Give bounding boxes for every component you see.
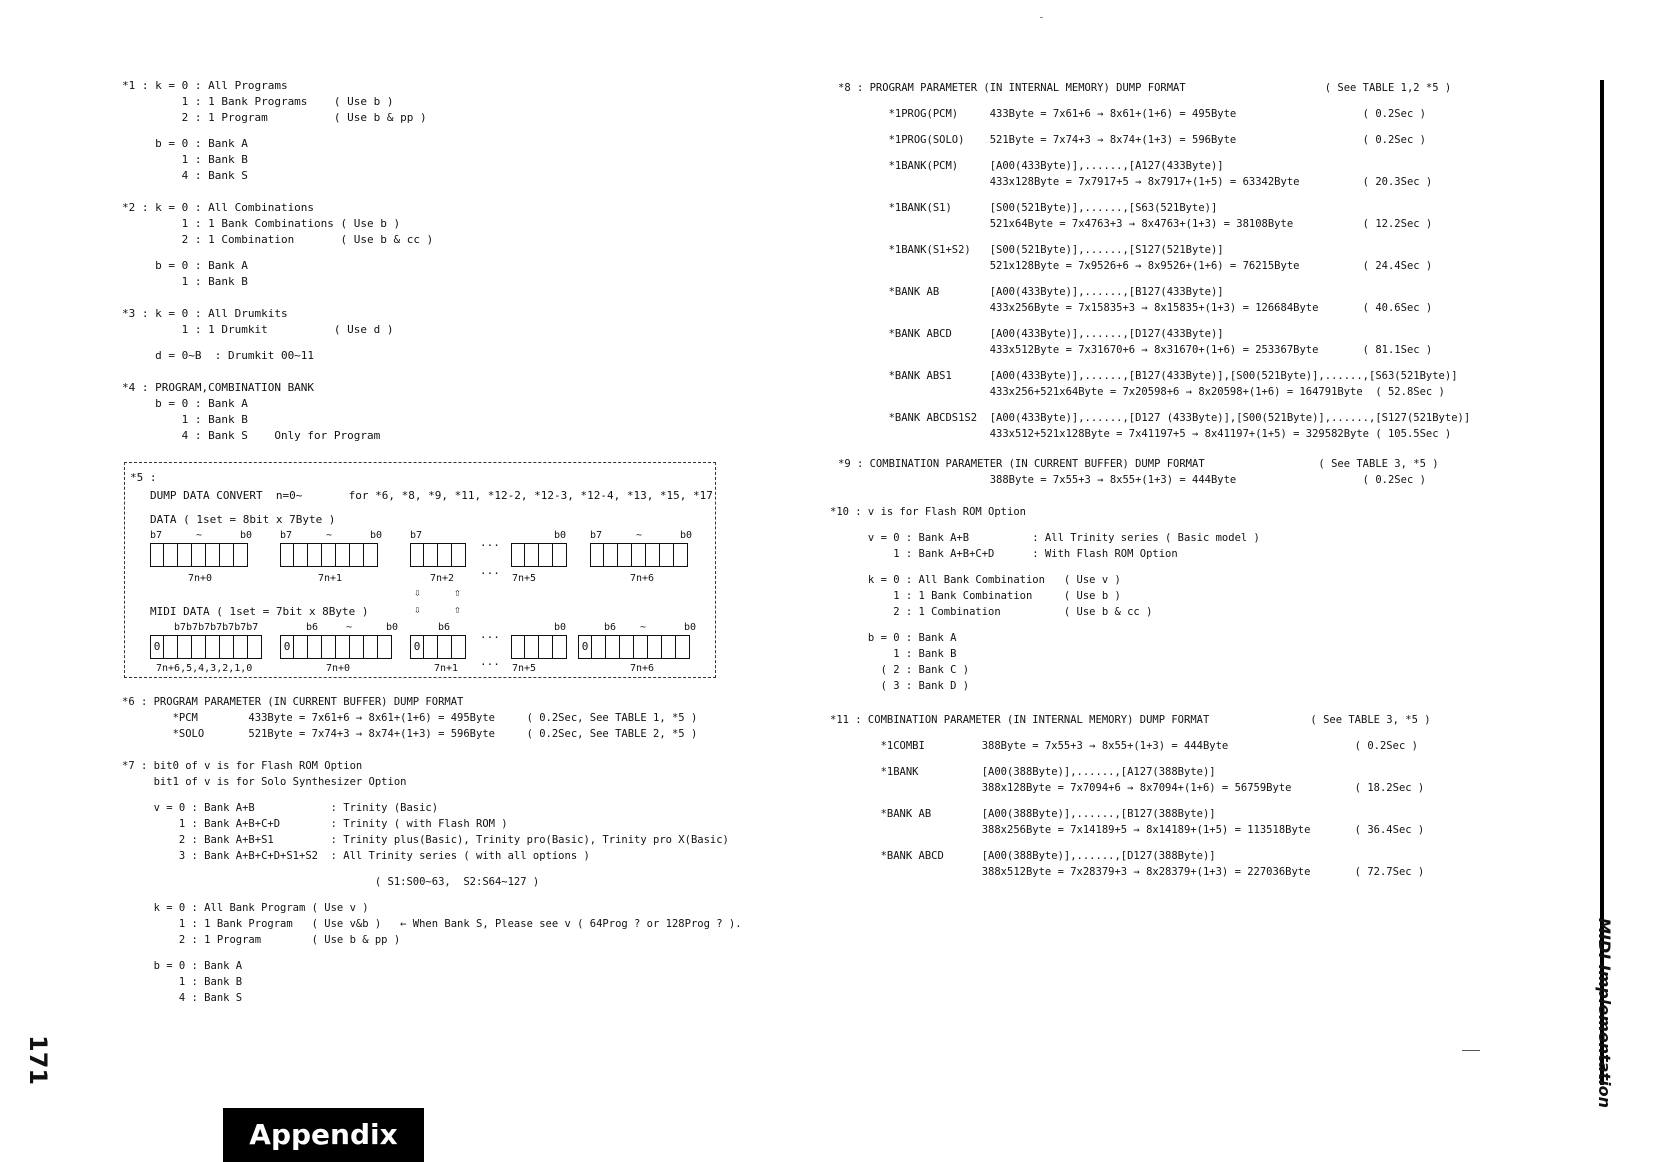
print-mark <box>1462 1050 1480 1051</box>
data-bit-label: b7 <box>280 530 293 541</box>
note-line: ( S1:S00~63, S2:S64~127 ) <box>122 876 540 888</box>
note-line: *BANK ABCD [A00(388Byte)],......,[D127(388Byte)] <box>830 850 1216 862</box>
note-line: *1PROG(SOLO) 521Byte = 7x74+3 → 8x74+(1+3) = 596Byte ( 0.2Sec ) <box>838 134 1426 146</box>
midi-byte-label: 7n+6,5,4,3,2,1,0 <box>156 663 253 674</box>
note-line: b = 0 : Bank A <box>122 397 248 410</box>
note-line: *PCM 433Byte = 7x61+6 → 8x61+(1+6) = 495Byte ( 0.2Sec, See TABLE 1, *5 ) <box>122 712 698 724</box>
note-line: k = 0 : All Bank Program ( Use v ) <box>122 902 369 914</box>
data-byte-label: 7n+5 <box>512 573 537 584</box>
arrow-up-icon: ⇧ <box>454 603 461 616</box>
note-heading: *4 : PROGRAM,COMBINATION BANK <box>122 381 315 394</box>
midi-bit-label: b7b7b7b7b7b7b7 <box>174 622 259 633</box>
data-bit-label: b7 <box>590 530 603 541</box>
data-byte-cells <box>511 543 567 567</box>
data-byte-label: 7n+6 <box>630 573 655 584</box>
midi-byte-cells <box>511 635 567 659</box>
midi-byte-label: 7n+0 <box>326 663 351 674</box>
ellipsis: ... <box>480 564 500 577</box>
zero-bit: 0 <box>150 635 164 659</box>
midi-byte-label: 7n+6 <box>630 663 655 674</box>
data-byte-cells <box>590 543 688 567</box>
note-line: ( 3 : Bank D ) <box>830 680 970 692</box>
note-line: 4 : Bank S <box>122 992 243 1004</box>
note-line: 1 : Bank A+B+C+D : Trinity ( with Flash ROM ) <box>122 818 508 830</box>
midi-bit-label: b6 <box>438 622 451 633</box>
data-bit-label: b0 <box>680 530 693 541</box>
appendix-tab: Appendix <box>223 1108 424 1162</box>
zero-bit: 0 <box>280 635 294 659</box>
note-line: *BANK AB [A00(388Byte)],......,[B127(388Byte)] <box>830 808 1216 820</box>
data-byte-cells <box>410 543 466 567</box>
note-line: 521x128Byte = 7x9526+6 → 8x9526+(1+6) = 76215Byte ( 24.4Sec ) <box>838 260 1433 272</box>
midi-byte-label: 7n+5 <box>512 663 537 674</box>
note-line: 1 : Bank B <box>122 976 243 988</box>
note-heading: *11 : COMBINATION PARAMETER (IN INTERNAL MEMORY) DUMP FORMAT ( See TABLE 3, *5 ) <box>830 714 1431 726</box>
data-bit-label: b0 <box>240 530 253 541</box>
note-heading: *7 : bit0 of v is for Flash ROM Option <box>122 760 363 772</box>
note-line: 433x128Byte = 7x7917+5 → 8x7917+(1+5) = 63342Byte ( 20.3Sec ) <box>838 176 1433 188</box>
note-line: *1COMBI 388Byte = 7x55+3 → 8x55+(1+3) = 444Byte ( 0.2Sec ) <box>830 740 1418 752</box>
midi-byte-cells <box>410 635 466 659</box>
note-heading: *6 : PROGRAM PARAMETER (IN CURRENT BUFFER) DUMP FORMAT <box>122 696 464 708</box>
data-bit-label: ~ <box>636 530 643 541</box>
note-line: d = 0~B : Drumkit 00~11 <box>122 349 315 362</box>
note-line: v = 0 : Bank A+B : Trinity (Basic) <box>122 802 439 814</box>
note-line: b = 0 : Bank A <box>122 960 243 972</box>
data-byte-label: 7n+1 <box>318 573 343 584</box>
midi-bit-label: b6 <box>604 622 617 633</box>
note-line: 1 : 1 Drumkit ( Use d ) <box>122 323 394 336</box>
note-line: 433x256Byte = 7x15835+3 → 8x15835+(1+3) = 126684Byte ( 40.6Sec ) <box>838 302 1433 314</box>
note-line: 521x64Byte = 7x4763+3 → 8x4763+(1+3) = 38108Byte ( 12.2Sec ) <box>838 218 1433 230</box>
note-5-convert: DUMP DATA CONVERT n=0~ for *6, *8, *9, *11, *12-2, *12-3, *12-4, *13, *15, *17 <box>150 489 713 502</box>
note-heading: *8 : PROGRAM PARAMETER (IN INTERNAL MEMORY) DUMP FORMAT ( See TABLE 1,2 *5 ) <box>838 82 1452 94</box>
note-line: 1 : 1 Bank Program ( Use v&b ) ← When Bank S, Please see v ( 64Prog ? or 128Prog ? ). <box>122 918 742 930</box>
note-heading: *1 : k = 0 : All Programs <box>122 79 288 92</box>
note-heading: *3 : k = 0 : All Drumkits <box>122 307 288 320</box>
midi-bit-label: b0 <box>684 622 697 633</box>
note-line: 1 : Bank B <box>122 153 248 166</box>
note-line: b = 0 : Bank A <box>122 259 248 272</box>
note-line: *BANK AB [A00(433Byte)],......,[B127(433Byte)] <box>838 286 1224 298</box>
note-line: *BANK ABS1 [A00(433Byte)],......,[B127(433Byte)],[S00(521Byte)],......,[S63(521Byte)] <box>838 370 1458 382</box>
zero-bit: 0 <box>578 635 592 659</box>
note-line: 2 : 1 Program ( Use b & pp ) <box>122 934 401 946</box>
data-bit-label: ~ <box>326 530 333 541</box>
midi-bit-label: ~ <box>346 622 353 633</box>
note-line: 1 : Bank B <box>122 275 248 288</box>
arrow-up-icon: ⇧ <box>454 586 461 599</box>
note-5-title: *5 : <box>130 471 157 484</box>
data-byte-cells <box>150 543 248 567</box>
data-bit-label: b7 <box>150 530 163 541</box>
midi-bit-label: ~ <box>640 622 647 633</box>
midi-byte-cells <box>578 635 690 659</box>
note-line: *1BANK(S1+S2) [S00(521Byte)],......,[S127(521Byte)] <box>838 244 1224 256</box>
note-line: *1BANK [A00(388Byte)],......,[A127(388Byte)] <box>830 766 1216 778</box>
zero-bit: 0 <box>410 635 424 659</box>
note-line: 2 : 1 Combination ( Use b & cc ) <box>122 233 434 246</box>
data-byte-label: 7n+0 <box>188 573 213 584</box>
note-line: bit1 of v is for Solo Synthesizer Option <box>122 776 407 788</box>
note-line: 4 : Bank S <box>122 169 248 182</box>
note-line: 1 : Bank B <box>830 648 957 660</box>
note-line: 2 : 1 Combination ( Use b & cc ) <box>830 606 1153 618</box>
note-line: 1 : 1 Bank Combinations ( Use b ) <box>122 217 401 230</box>
note-heading: *10 : v is for Flash ROM Option <box>830 506 1026 518</box>
midi-bit-label: b0 <box>386 622 399 633</box>
note-line: *SOLO 521Byte = 7x74+3 → 8x74+(1+3) = 596Byte ( 0.2Sec, See TABLE 2, *5 ) <box>122 728 698 740</box>
note-heading: *2 : k = 0 : All Combinations <box>122 201 315 214</box>
note-line: k = 0 : All Bank Combination ( Use v ) <box>830 574 1121 586</box>
note-line: 1 : 1 Bank Combination ( Use b ) <box>830 590 1121 602</box>
arrow-down-icon: ⇩ <box>414 586 421 599</box>
note-line: *1BANK(PCM) [A00(433Byte)],......,[A127(433Byte)] <box>838 160 1224 172</box>
note-line: 433x256+521x64Byte = 7x20598+6 → 8x20598+(1+6) = 164791Byte ( 52.8Sec ) <box>838 386 1445 398</box>
data-bit-label: ~ <box>196 530 203 541</box>
ellipsis: ... <box>480 655 500 668</box>
print-mark <box>1040 17 1043 18</box>
note-line: 1 : Bank A+B+C+D : With Flash ROM Option <box>830 548 1178 560</box>
note-line: 3 : Bank A+B+C+D+S1+S2 : All Trinity series ( with all options ) <box>122 850 590 862</box>
ellipsis: ... <box>480 628 500 641</box>
note-line: 2 : Bank A+B+S1 : Trinity plus(Basic), Trinity pro(Basic), Trinity pro X(Basic) <box>122 834 729 846</box>
note-line: b = 0 : Bank A <box>122 137 248 150</box>
midi-byte-label: 7n+1 <box>434 663 459 674</box>
arrow-down-icon: ⇩ <box>414 603 421 616</box>
data-format-label: DATA ( 1set = 8bit x 7Byte ) <box>150 513 336 526</box>
midi-bit-label: b6 <box>306 622 319 633</box>
note-line: 1 : 1 Bank Programs ( Use b ) <box>122 95 394 108</box>
note-line: 388x128Byte = 7x7094+6 → 8x7094+(1+6) = 56759Byte ( 18.2Sec ) <box>830 782 1425 794</box>
note-line: *1PROG(PCM) 433Byte = 7x61+6 → 8x61+(1+6) = 495Byte ( 0.2Sec ) <box>838 108 1426 120</box>
note-line: *1BANK(S1) [S00(521Byte)],......,[S63(521Byte)] <box>838 202 1218 214</box>
midi-format-label: MIDI DATA ( 1set = 7bit x 8Byte ) <box>150 605 369 618</box>
note-line: 433x512+521x128Byte = 7x41197+5 → 8x41197+(1+5) = 329582Byte ( 105.5Sec ) <box>838 428 1452 440</box>
data-byte-label: 7n+2 <box>430 573 455 584</box>
note-line: 388Byte = 7x55+3 → 8x55+(1+3) = 444Byte ( 0.2Sec ) <box>838 474 1426 486</box>
note-line: 388x256Byte = 7x14189+5 → 8x14189+(1+5) = 113518Byte ( 36.4Sec ) <box>830 824 1425 836</box>
data-byte-cells <box>280 543 378 567</box>
page-number: 171 <box>24 1035 52 1086</box>
note-line: *BANK ABCD [A00(433Byte)],......,[D127(433Byte)] <box>838 328 1224 340</box>
note-line: 2 : 1 Program ( Use b & pp ) <box>122 111 427 124</box>
note-line: ( 2 : Bank C ) <box>830 664 970 676</box>
note-line: 433x512Byte = 7x31670+6 → 8x31670+(1+6) = 253367Byte ( 81.1Sec ) <box>838 344 1433 356</box>
midi-bit-label: b0 <box>554 622 567 633</box>
note-line: 1 : Bank B <box>122 413 248 426</box>
note-line: 4 : Bank S Only for Program <box>122 429 381 442</box>
ellipsis: ... <box>480 536 500 549</box>
section-side-title: MIDI Implementation <box>1595 918 1614 1108</box>
data-bit-label: b0 <box>554 530 567 541</box>
data-bit-label: b7 <box>410 530 423 541</box>
note-line: 388x512Byte = 7x28379+3 → 8x28379+(1+3) = 227036Byte ( 72.7Sec ) <box>830 866 1425 878</box>
note-heading: *9 : COMBINATION PARAMETER (IN CURRENT BUFFER) DUMP FORMAT ( See TABLE 3, *5 ) <box>838 458 1439 470</box>
note-line: b = 0 : Bank A <box>830 632 957 644</box>
note-line: v = 0 : Bank A+B : All Trinity series ( Basic model ) <box>830 532 1260 544</box>
data-bit-label: b0 <box>370 530 383 541</box>
midi-byte-cells <box>280 635 392 659</box>
note-line: *BANK ABCDS1S2 [A00(433Byte)],......,[D127 (433Byte)],[S00(521Byte)],......,[S127(521Byte)] <box>838 412 1471 424</box>
midi-byte-cells <box>150 635 262 659</box>
